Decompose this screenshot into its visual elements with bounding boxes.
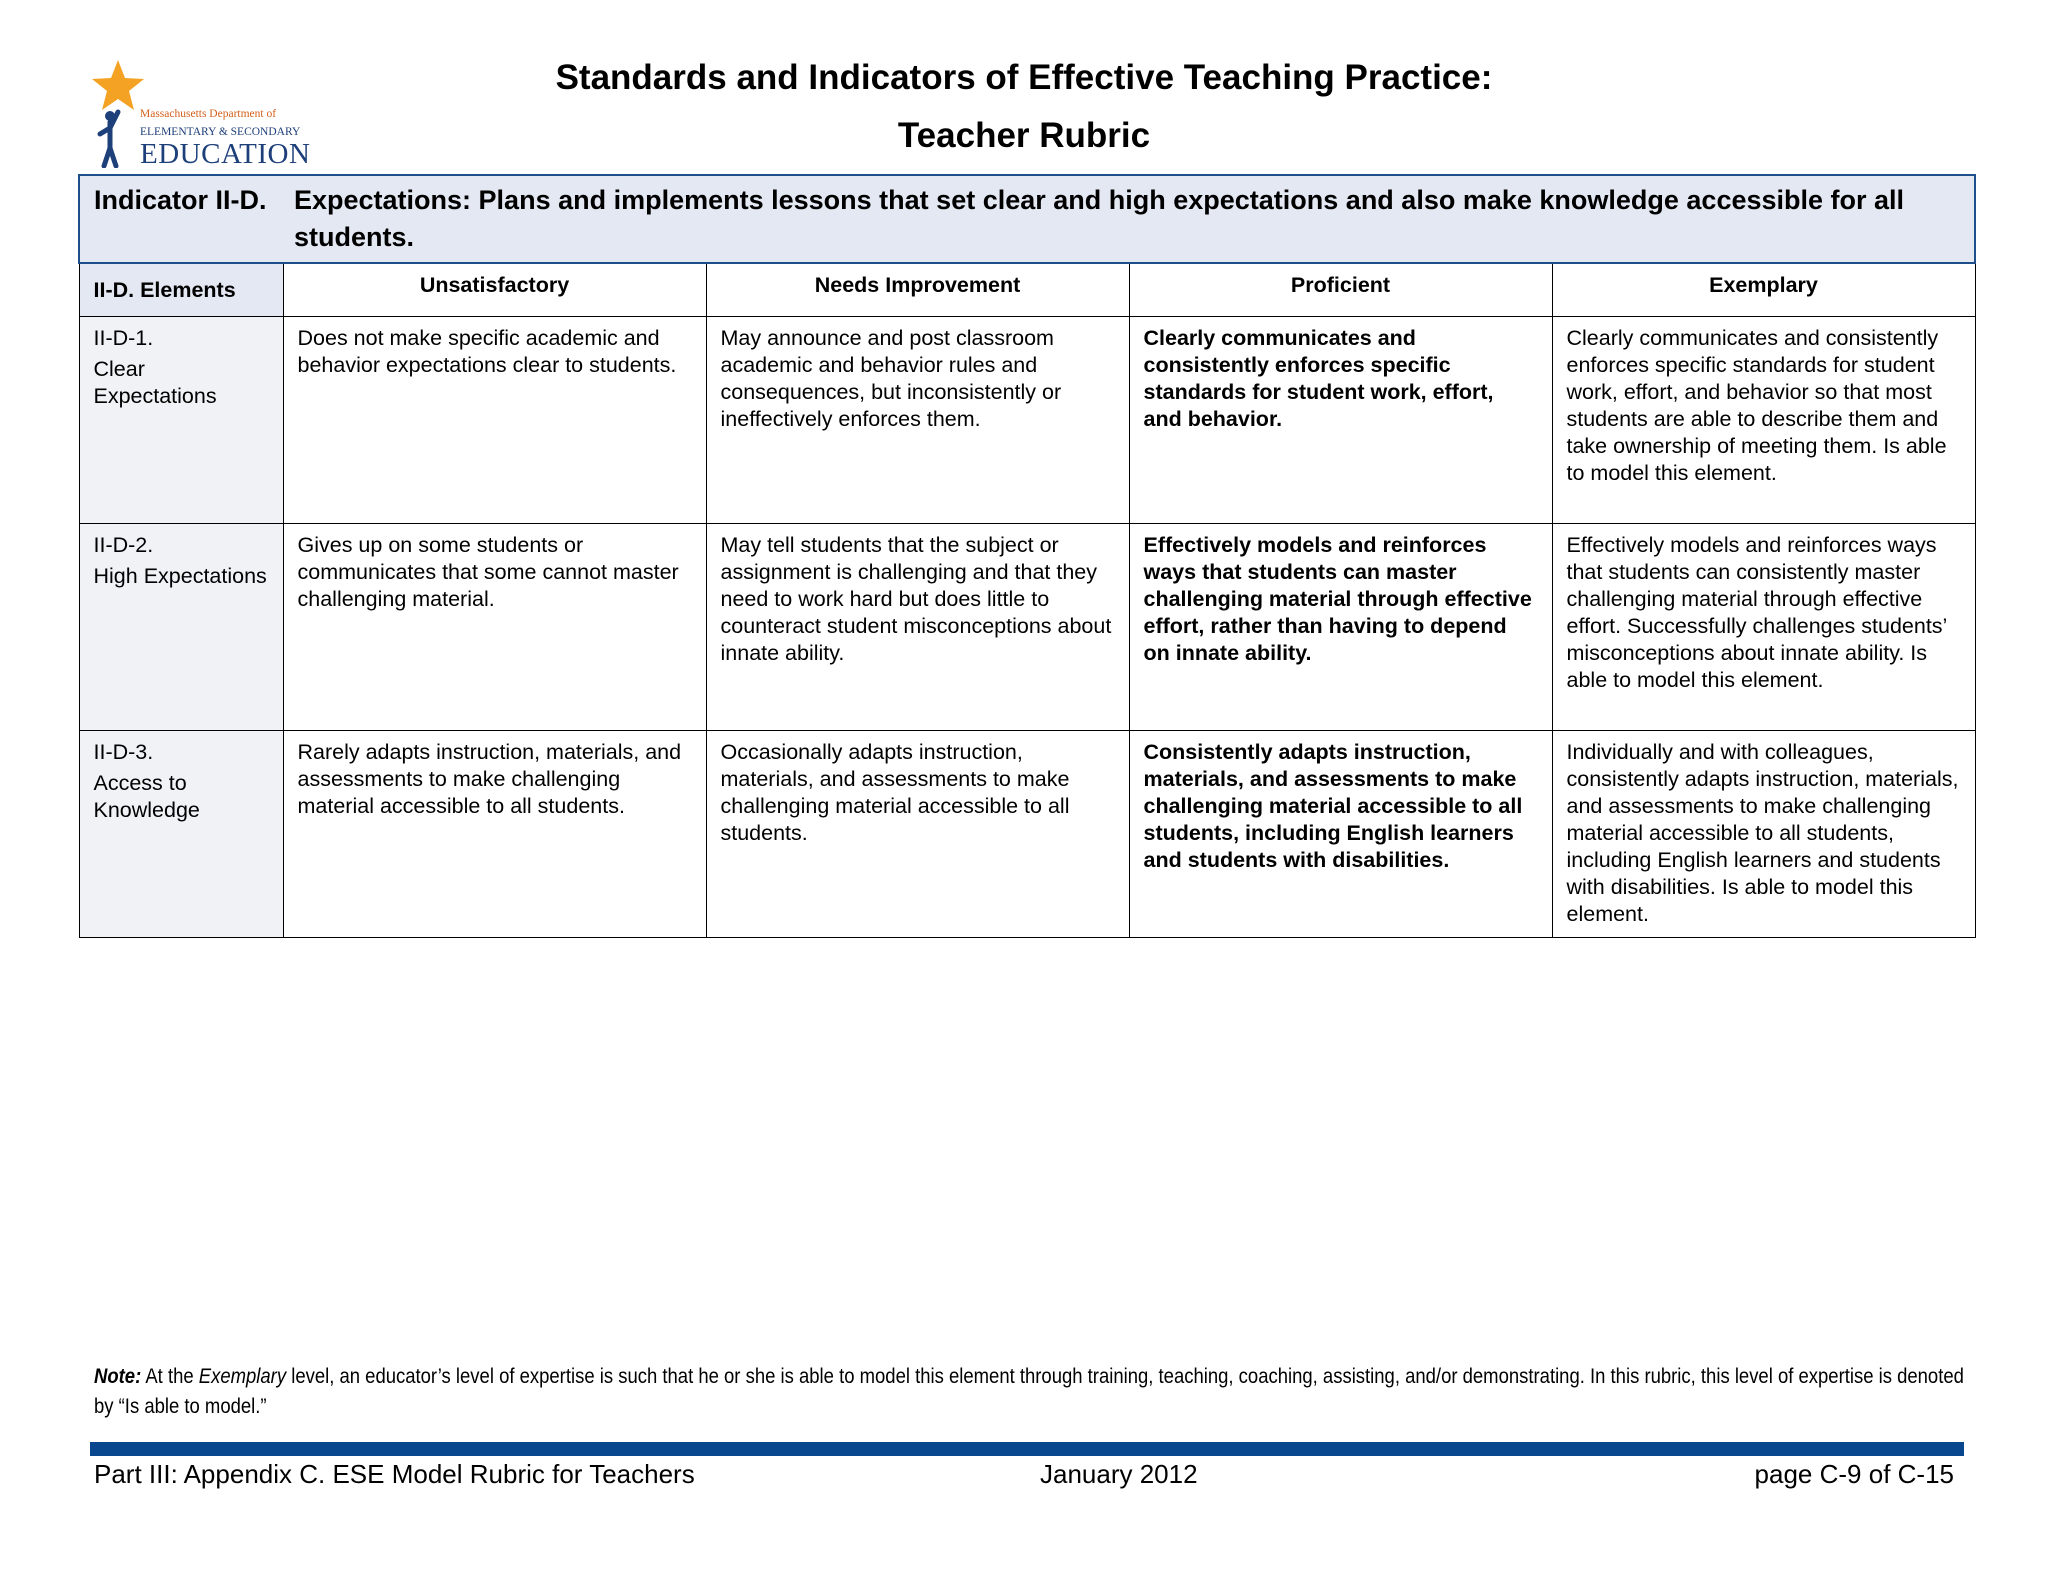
cell-proficient: Effectively models and reinforces ways that students can master challenging material through effective effort, rather than having to depend on innate ability. [1129,524,1552,731]
table-row [79,731,1975,938]
cell-exemplary: Clearly communicates and consistently enforces specific standards for student work, effort, and behavior so that most students are able to describe them and take ownership of meeting them. Is able to model this element. [1552,317,1975,524]
element-cell [79,317,283,524]
element-id: II-D-1. [93,326,154,350]
footnote [94,1362,1968,1422]
footer-date: January 2012 [1040,1459,1198,1489]
element-id: II-D-3. [93,740,154,764]
cell-unsatisfactory: Gives up on some students or communicates that some cannot master challenging material. [283,524,706,731]
header-needs-improvement: Needs Improvement [706,263,1129,317]
logo-line-2: ELEMENTARY & SECONDARY [140,126,301,138]
element-name: Access to Knowledge [93,771,200,822]
element-name: Clear Expectations [93,357,217,408]
element-cell [79,731,283,938]
header-exemplary: Exemplary [1552,263,1975,317]
footer-document-name: Part III: Appendix C. ESE Model Rubric for Teachers [94,1459,695,1489]
footer-page-number: page C-9 of C-15 [1754,1459,1954,1489]
element-name: High Expectations [93,564,267,588]
header-proficient: Proficient [1129,263,1552,317]
table-row [79,524,1975,731]
rubric-table [78,174,1976,938]
cell-proficient: Consistently adapts instruction, materials, and assessments to make challenging material accessible to all students, including English learners and students with disabilities. [1129,731,1552,938]
cell-unsatisfactory: Does not make specific academic and behavior expectations clear to students. [283,317,706,524]
header-elements: II-D. Elements [79,263,283,317]
cell-needs-improvement: May announce and post classroom academic and behavior rules and consequences, but inconsistently or ineffectively enforces them. [706,317,1129,524]
page-title: Standards and Indicators of Effective Teaching Practice: [555,58,1493,97]
cell-unsatisfactory: Rarely adapts instruction, materials, and assessments to make challenging material accessible to all students. [283,731,706,938]
cell-needs-improvement: May tell students that the subject or assignment is challenging and that they need to work hard but does little to counteract student misconceptions about innate ability. [706,524,1129,731]
cell-exemplary: Individually and with colleagues, consistently adapts instruction, materials, and assessments to make challenging material accessible to all students, including English learners and students with disabilities. Is able to model this element. [1552,731,1975,938]
cell-proficient: Clearly communicates and consistently enforces specific standards for student work, effort, and behavior. [1129,317,1552,524]
indicator-label: Indicator II-D. [94,185,267,215]
note-text-a: At the [141,1365,199,1388]
note-label: Note: [94,1365,142,1388]
table-row [79,317,1975,524]
footer-rule [90,1442,1964,1456]
indicator-text: Expectations: Plans and implements lessons that set clear and high expectations and also make knowledge accessible for all students. [294,185,1905,252]
page-subtitle: Teacher Rubric [897,116,1151,155]
table-header-row [79,263,1975,317]
indicator-row [79,175,1975,263]
element-id: II-D-2. [93,533,154,557]
logo-line-3: EDUCATION [140,138,311,170]
cell-needs-improvement: Occasionally adapts instruction, materials, and assessments to make challenging material accessible to all students. [706,731,1129,938]
cell-exemplary: Effectively models and reinforces ways that students can consistently master challenging material through effective effort. Successfully challenges students’ misconceptions about innate ability. Is able to model this element. [1552,524,1975,731]
note-text-b: level, an educator’s level of expertise is such that he or she is able to model this element through training, teaching, coaching, assisting, and/or demonstrating. In this rubric, this level of expertise is denoted by “Is able to model.” [94,1365,1964,1418]
note-emphasis: Exemplary [198,1365,287,1388]
header-unsatisfactory: Unsatisfactory [283,263,706,317]
indicator-cell [79,175,1975,263]
element-cell [79,524,283,731]
logo-line-1: Massachusetts Department of [140,108,277,120]
